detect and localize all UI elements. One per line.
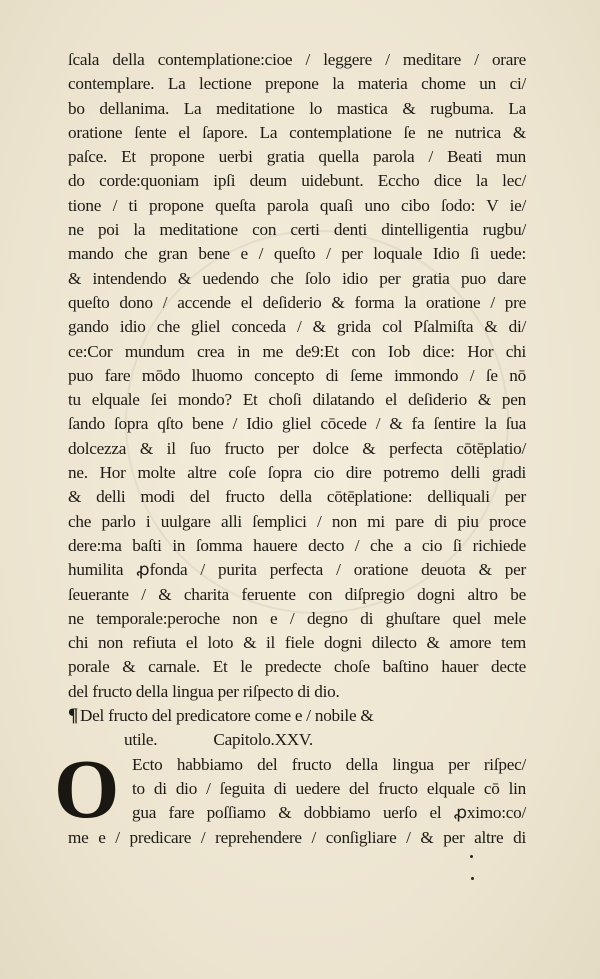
ink-speck [470, 855, 473, 858]
text-block [54, 48, 526, 850]
body-line: bo dellanima. La meditatione lo mastica & rugbuma. La [68, 98, 526, 118]
body-line-last: del fructo della lingua per riſpecto di dio. [68, 681, 340, 701]
body-line: ſando ſopra qſto bene / Idio gliel cōcede / & fa ſentire la ſua [68, 414, 526, 434]
body-line: gando idio che gliel conceda / & grida col Pſalmiſta & di/ [68, 317, 526, 337]
body-line: puo fare mōdo lhuomo concepto di ſeme immondo / ſe nō [68, 365, 526, 385]
body-line: humilita ꝓfonda / purita perfecta / oratione deuota & per [68, 560, 526, 580]
body-line: chi non refiuta el loto & il fiele dogni dilecto & amore tem [68, 633, 526, 653]
pilcrow-icon: ¶ [68, 705, 79, 727]
body-line: porale & carnale. Et le predecte choſe baſtino hauer decte [68, 657, 526, 677]
chapter-heading-utile: utile. [124, 730, 158, 750]
chapter-line: to di dio / ſeguita di uedere del fructo elquale cō lin [132, 778, 526, 798]
body-line: & intendendo & uedendo che ſolo idio per gratia puo dare [68, 268, 526, 288]
chapter-line: gua fare poſſiamo & dobbiamo uerſo el ꝓximo:co/ [132, 803, 526, 823]
body-line: tione / ti propone queſta parola quaſi uno cibo ſodo: V ie/ [68, 195, 526, 215]
chapter-number: Capitolo.XXV. [213, 730, 313, 750]
decorated-initial: O [54, 742, 120, 836]
chapter-line: Ecto habbiamo del fructo della lingua per riſpec/ [132, 754, 526, 774]
body-line: mando che gran bene e / queſto / per loquale Idio ſi uede: [68, 244, 526, 264]
body-line: & delli modi del fructo della cōtēplatione: delliquali per [68, 487, 526, 507]
chapter-heading-line2 [68, 728, 526, 752]
body-line: che parlo i uulgare alli ſemplici / non mi pare di piu proce [68, 511, 526, 531]
chapter-heading-line1: Del fructo del predicatore come e / nobile & [80, 706, 374, 726]
chapter-opening [54, 742, 526, 836]
chapter-line: me e / predicare / reprehendere / conſigliare / & per altre di [68, 827, 526, 847]
body-line: paſce. Et propone uerbi gratia quella parola / Beati mun [68, 147, 526, 167]
body-line: contemplare. La lectione prepone la materia chome un ci/ [68, 74, 526, 94]
body-line: ne poi la meditatione con certi denti dintelligentia rugbu/ [68, 220, 526, 240]
body-line: ſcala della contemplatione:cioe / leggere / meditare / orare [68, 50, 526, 69]
body-line: tu elquale ſei mondo? Et choſi dilatando el deſiderio & pen [68, 390, 526, 410]
ink-speck [471, 877, 474, 880]
body-line: dere:ma baſti in ſomma hauere decto / che a cio ſi richiede [68, 535, 526, 555]
body-line: do corde:quoniam ipſi deum uidebunt. Eccho dice la lec/ [68, 171, 526, 191]
body-line: dolcezza & il ſuo fructo per dolce & perfecta cōtēplatio/ [68, 438, 526, 458]
body-line: queſto dono / accende el deſiderio & forma la oratione / pre [68, 292, 526, 312]
body-line: ne. Hor molte altre coſe ſopra cio dire potremo delli gradi [68, 463, 526, 483]
body-line: ne temporale:peroche non e / degno di ghuſtare quel mele [68, 608, 526, 628]
body-line: ſeuerante / & charita feruente con diſpregio dogni altro be [68, 584, 526, 604]
body-line: oratione ſente el ſapore. La contemplatione ſe ne nutrica & [68, 122, 526, 142]
chapter-heading [68, 704, 526, 728]
body-line: ce:Cor mundum crea in me de9:Et con Iob dice: Hor chi [68, 341, 526, 361]
